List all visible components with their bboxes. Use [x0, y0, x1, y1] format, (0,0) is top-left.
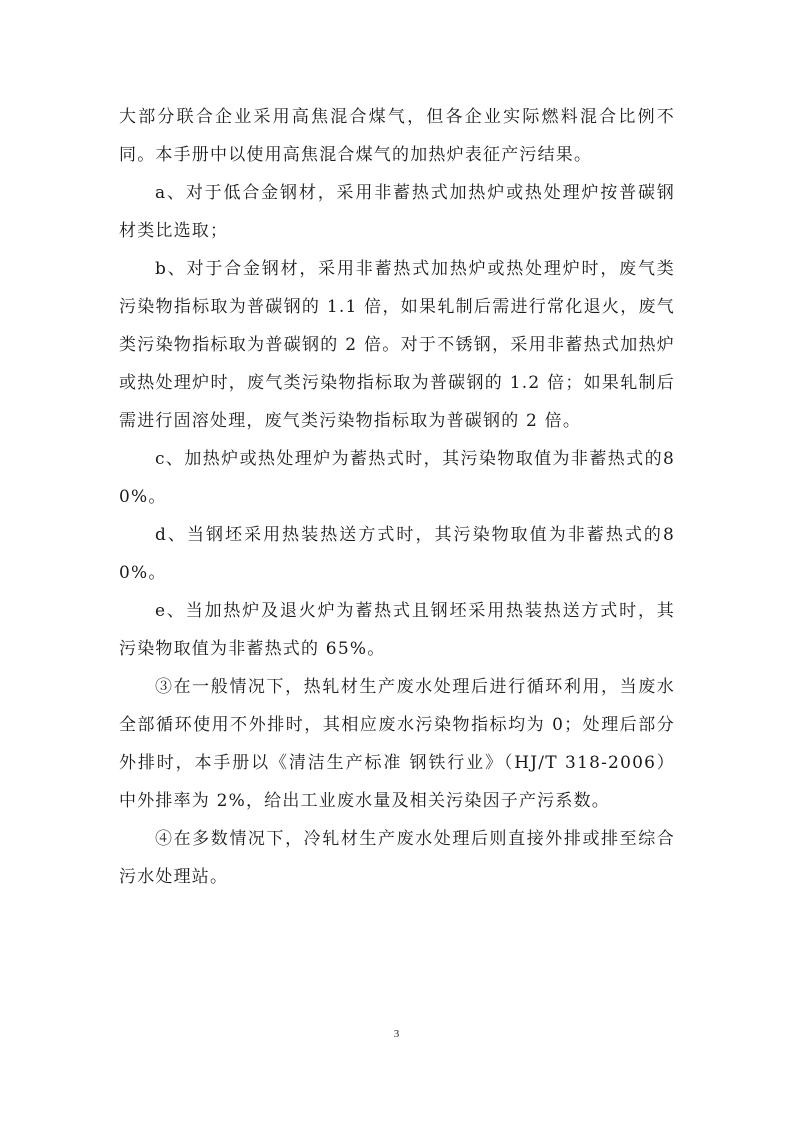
- paragraph-hot-rolling-wastewater: ③在一般情况下，热轧材生产废水处理后进行循环利用，当废水全部循环使用不外排时，其相应废水污染物指标均为 0；处理后部分外排时，本手册以《清洁生产标准 钢铁行业》（HJ/T 318-2006）中外排率为 2%，给出工业废水量及相关污染因子产污系数。: [119, 677, 675, 811]
- paragraph-item-e: e、当加热炉及退火炉为蓄热式且钢坯采用热装热送方式时，其污染物取值为非蓄热式的 65%。: [119, 601, 675, 659]
- paragraph-fuel-mix: 大部分联合企业采用高焦混合煤气，但各企业实际燃料混合比例不同。本手册中以使用高焦混合煤气的加热炉表征产污结果。: [119, 107, 675, 165]
- page-number: 3: [393, 1028, 400, 1040]
- paragraph-item-c: c、加热炉或热处理炉为蓄热式时，其污染物取值为非蓄热式的80%。: [119, 449, 675, 507]
- body-text: [119, 98, 675, 896]
- paragraph-cold-rolling-wastewater: ④在多数情况下，冷轧材生产废水处理后则直接外排或排至综合污水处理站。: [119, 829, 675, 887]
- paragraph-item-b: b、对于合金钢材，采用非蓄热式加热炉或热处理炉时，废气类污染物指标取为普碳钢的 1.1 倍，如果轧制后需进行常化退火，废气类污染物指标取为普碳钢的 2 倍。对于不锈钢，采用非蓄热式加热炉或热处理炉时，废气类污染物指标取为普碳钢的 1.2 倍；如果轧制后需进行固溶处理，废气类污染物指标取为普碳钢的 2 倍。: [119, 259, 675, 431]
- paragraph-item-a: a、对于低合金钢材，采用非蓄热式加热炉或热处理炉按普碳钢材类比选取；: [119, 183, 675, 241]
- paragraph-item-d: d、当钢坯采用热装热送方式时，其污染物取值为非蓄热式的80%。: [119, 525, 675, 583]
